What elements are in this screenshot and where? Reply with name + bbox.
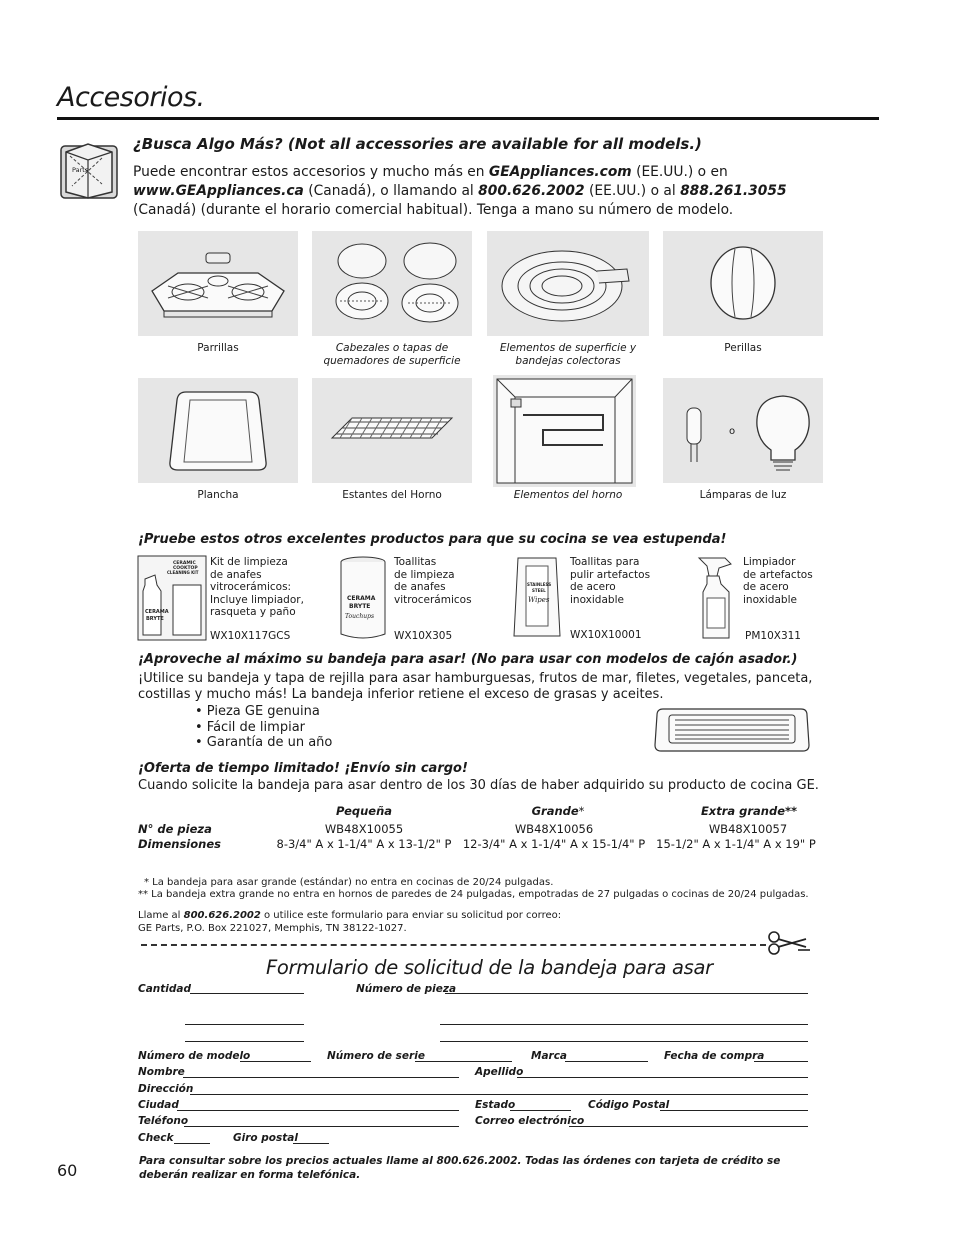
large-part: WB48X10056 [514,822,594,836]
purchase-date-field[interactable] [754,1047,808,1062]
grates-image [138,231,298,336]
page-number: 60 [57,1161,78,1180]
xl-part: WB48X10057 [708,822,788,836]
col-small: Pequeña [335,804,393,818]
col-large: Grande* [531,804,585,818]
address-field[interactable] [190,1080,808,1095]
caption-surface-elements: Elementos de superficie y bandejas colectoras [499,342,637,367]
knobs-image [663,231,823,336]
list-item: • Garantía de un año [195,735,333,750]
money-order-label: Giro postal [233,1132,298,1144]
check-label: Check [138,1132,174,1144]
parts-box-icon [58,140,120,202]
qty-field-3[interactable] [185,1027,304,1042]
col-xl: Extra grande** [700,804,798,818]
site-us-link[interactable]: GEAppliances.com [488,164,632,180]
brand-label: Marca [531,1050,568,1062]
row-part-label: N° de pieza [138,822,212,836]
svg-text:BRYTE: BRYTE [146,616,164,622]
model-field[interactable] [240,1047,311,1062]
steel-cleaner-sku: PM10X311 [745,630,801,642]
email-field[interactable] [569,1112,808,1127]
part-no-field-2[interactable] [440,1010,808,1025]
form-title: Formulario de solicitud de la bandeja para asar [266,956,713,979]
offer-text: Cuando solicite la bandeja para asar dentro de los 30 días de haber adquirido su producto de cocina GE. [138,778,819,793]
kit-sku: WX10X117GCS [210,630,291,642]
svg-text:CERAMA: CERAMA [145,609,169,615]
phone-ca: 888.261.3055 [680,183,787,199]
oven-racks-image [312,378,472,483]
list-item: • Fácil de limpiar [195,719,305,735]
svg-text:STEEL: STEEL [532,588,546,593]
svg-text:BRYTE: BRYTE [349,603,371,610]
bulbs-or-text: o [729,426,736,437]
pan-size-table [138,804,828,854]
city-field[interactable] [177,1096,459,1111]
phone-field[interactable] [184,1112,459,1127]
mail-instructions: Llame al 800.626.2002 o utilice este formulario para enviar su solicitud por correo: [138,910,562,921]
caption-knobs: Perillas [724,342,762,354]
address-label: Dirección [138,1083,194,1095]
caption-burner-caps: Cabezales o tapas de quemadores de superficie [323,342,461,367]
title-rule [57,117,879,120]
svg-text:COOKTOP: COOKTOP [173,566,198,571]
scissors-icon [766,930,810,956]
zip-label: Código Postal [588,1099,670,1111]
caption-light-bulbs: Lámparas de luz [699,489,787,501]
qty-label: Cantidad [138,983,192,995]
steel-cleaner-description: Limpiador de artefactos de acero inoxidable [743,556,813,606]
qty-field-2[interactable] [185,1010,304,1025]
mail-address: GE Parts, P.O. Box 221027, Memphis, TN 38122-1027. [138,923,407,934]
intro-heading: ¿Busca Algo Más? (Not all accessories are available for all models.) [133,135,702,153]
steel-wipes-sku: WX10X10001 [570,629,642,641]
first-name-label: Nombre [138,1066,185,1078]
svg-text:Wipes: Wipes [528,596,550,604]
steel-wipes-description: Toallitas para pulir artefactos de acero inoxidable [570,556,651,606]
caption-grates: Parrillas [197,342,239,354]
xl-dims: 15-1/2" A x 1-1/4" A x 19" P [656,837,816,851]
state-label: Estado [475,1099,516,1111]
serial-field[interactable] [415,1047,512,1062]
model-label: Número de modelo [138,1050,251,1062]
part-no-field[interactable] [445,979,808,994]
cut-line [141,944,766,946]
last-name-field[interactable] [517,1063,808,1078]
offer-heading: ¡Oferta de tiempo limitado! ¡Envío sin cargo! [138,761,468,776]
part-no-field-3[interactable] [440,1027,808,1042]
phone-label: Teléfono [138,1115,189,1127]
footnote-1: * La bandeja para asar grande (estándar) no entra en cocinas de 20/24 pulgadas. [144,877,554,888]
svg-text:Touchups: Touchups [345,613,375,620]
cooktop-wipes-sku: WX10X305 [394,630,453,642]
broiler-heading: ¡Aproveche al máximo su bandeja para asar! (No para usar con modelos de cajón asador.) [138,652,798,667]
large-dims: 12-3/4" A x 1-1/4" A x 15-1/4" P [462,837,646,851]
first-name-field[interactable] [183,1063,459,1078]
phone-us: 800.626.2002 [478,183,585,199]
surface-elements-image [487,231,649,336]
svg-text:CERAMA: CERAMA [347,595,376,602]
light-bulbs-image [663,378,823,483]
burner-caps-image [312,231,472,336]
row-dims-label: Dimensiones [138,837,221,851]
broiler-text: ¡Utilice su bandeja y tapa de rejilla para asar hamburguesas, frutos de mar, filetes, vegetales, panceta, costillas y mucho más! La bandeja inferior retiene el exceso de grasas y aceites. [138,671,813,702]
small-part: WB48X10055 [324,822,404,836]
cleaning-heading: ¡Pruebe estos otros excelentes productos para que su cocina se vea estupenda! [138,532,727,547]
email-label: Correo electrónico [475,1115,585,1127]
spray-bottle-icon [695,554,739,642]
oven-elements-image [493,375,636,487]
cooktop-wipes-image [339,556,387,640]
serial-label: Número de serie [327,1050,425,1062]
griddle-image [138,378,298,483]
svg-text:STAINLESS: STAINLESS [527,582,552,587]
list-item: • Pieza GE genuina [195,704,320,719]
broiler-bullets [195,704,332,751]
check-field[interactable] [174,1129,210,1144]
pricing-note: Para consultar sobre los precios actuales llame al 800.626.2002. Todas las órdenes con tarjeta de crédito se deberán realizar en forma telefónica. [139,1155,781,1181]
zip-field[interactable] [660,1096,808,1111]
money-order-field[interactable] [293,1129,329,1144]
last-name-label: Apellido [475,1066,524,1078]
cooktop-wipes-description: Toallitas de limpieza de anafes vitrocerámicos [394,556,472,606]
state-field[interactable] [510,1096,571,1111]
broiler-pan-image [653,703,811,755]
purchase-date-label: Fecha de compra [664,1050,765,1062]
caption-griddle: Plancha [197,489,239,501]
steel-wipes-image [512,554,562,640]
kit-description: Kit de limpieza de anafes vitrocerámicos: Incluye limpiador, rasqueta y paño [210,556,304,618]
brand-field[interactable] [565,1047,648,1062]
city-label: Ciudad [138,1099,179,1111]
small-dims: 8-3/4" A x 1-1/4" A x 13-1/2" P [276,837,452,851]
caption-oven-elements: Elementos del horno [513,489,623,501]
footnote-2: ** La bandeja extra grande no entra en hornos de paredes de 24 pulgadas, empotradas de 27 pulgadas o cocinas de 20/24 pulgadas. [138,889,809,900]
svg-text:Parts: Parts [72,166,89,174]
svg-text:CERAMIC: CERAMIC [173,561,196,566]
part-no-label: Número de pieza [356,983,457,995]
cleaning-kit-image [137,555,207,641]
site-ca-link[interactable]: www.GEAppliances.ca [133,183,304,199]
svg-text:CLEANING KIT: CLEANING KIT [167,570,199,575]
intro-text: Puede encontrar estos accesorios y mucho más en GEAppliances.com (EE.UU.) o en www.GEAppliances.ca (Canadá), o llamando al 800.626.2002 (EE.UU.) o al 888.261.3055 (Canadá) (durante el horario comercial habitual). Tenga a mano su número de modelo. [133,164,787,218]
qty-field[interactable] [190,979,304,994]
page-title: Accesorios. [57,82,205,113]
caption-oven-racks: Estantes del Horno [342,489,442,501]
